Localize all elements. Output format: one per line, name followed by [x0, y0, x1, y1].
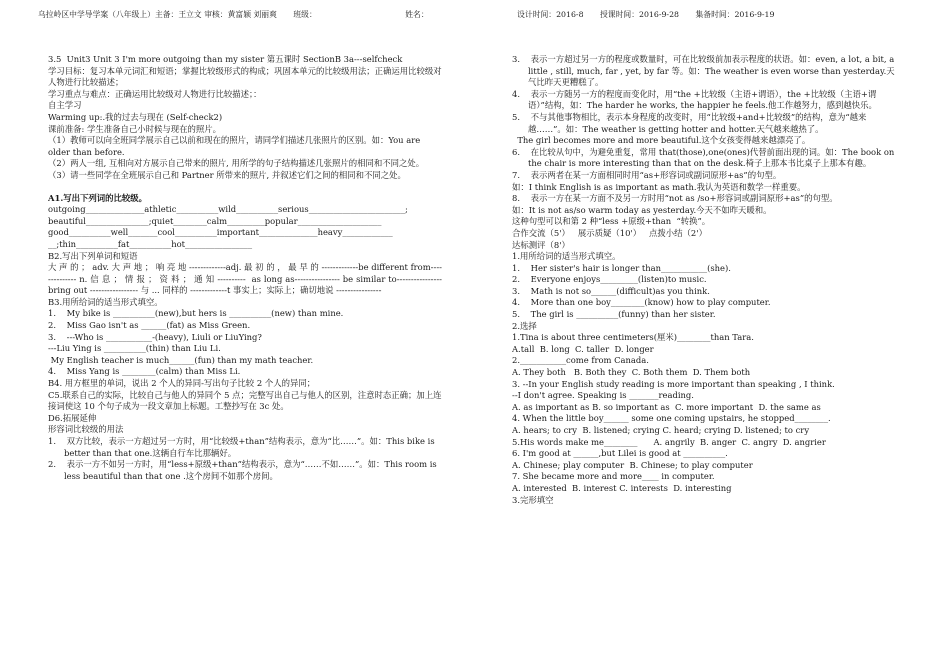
left-line: 课前准备: 学生准备自己小时候与现在的照片。 — [48, 123, 221, 134]
page-header — [38, 10, 918, 21]
left-line: Warming up:.我的过去与现在 (Self-check2) — [48, 111, 223, 122]
left-line: My English teacher is much______(fun) than my math teacher. — [48, 354, 314, 365]
right-line: A.tall B. long C. taller D. longer — [512, 343, 654, 354]
right-line: 如：I think English is as important as math.我认为英语和数学一样重要。 — [512, 181, 806, 192]
right-line: 7. She became more and more____ in computer. — [512, 471, 715, 482]
left-line: 大 声 的 ； adv. 大 声 地 ； 响 亮 地 -------------adj. 最 初 的 ， 最 早 的 -------------be different from-------------- n. 信 息 ； 情 报 ； 资 料 ； 通 知 ---------- as long as---------------- be similar to----------------bring out ----------------- 与 ... 同样的 -------------t 事实上；实际上；确切地说 ---------------- — [48, 262, 442, 296]
left-line: 学习重点与难点：正确运用比较级对人物进行比较描述；： — [48, 88, 262, 99]
right-line: 6. I'm good at ______,but Lilei is good at __________. — [512, 448, 728, 459]
left-line: 1. My bike is __________(new),but hers is __________(new) than mine. — [48, 308, 344, 319]
left-line: D6.拓展延伸 — [48, 412, 97, 423]
left-line: beautiful_______________;quiet________calm_________popular____________________ — [48, 215, 382, 226]
right-line: 1.用所给词的适当形式填空。 — [512, 251, 621, 262]
left-line: 形容词比较级的用法 — [48, 424, 124, 435]
right-line: 7. 表示两者在某一方面相同时用“as+形容词或副词原形+as”的句型。 — [512, 169, 782, 180]
right-line: The girl becomes more and more beautiful.这个女孩变得越来越漂亮了。 — [512, 135, 811, 146]
left-line: B3.用所给词的适当形式填空。 — [48, 296, 163, 307]
left-line: 学习目标：复习本单元词汇和短语；掌握比较级形式的构成；巩固本单元的比较级用法；正确运用比较级对人物进行比较描述； — [48, 65, 442, 88]
right-line: 3.完形填空 — [512, 494, 554, 505]
right-line: A. interested B. interest C. interests D. interesting — [512, 482, 732, 493]
design-time: 设计时间：2016-8 — [517, 10, 584, 19]
right-line: 1.Tina is about three centimeters(厘米)________than Tara. — [512, 332, 754, 343]
left-line — [48, 182, 442, 193]
right-column — [512, 54, 900, 506]
left-line: 3.5 Unit3 Unit 3 I'm more outgoing than my sister 第五课时 SectionB 3a---selfcheck — [48, 54, 403, 64]
left-line: （1）教师可以向全班同学展示自己以前和现在的照片，请同学们描述几张照片的区别。如：You are older than before. — [48, 135, 423, 157]
left-line: __;thin__________fat__________hot________________ — [48, 238, 253, 249]
left-line: C5.联系自己的实际，比较自己与他人的异同个 5 点；完整写出自己与他人的区别，注意时态正确；加上连接词使这 10 个句子成为一段文章加上标题。工整抄写在 3c 处。 — [48, 389, 442, 412]
left-column — [48, 54, 442, 482]
right-line: 如：It is not as/so warm today as yesterday.今天不如昨天暖和。 — [512, 204, 772, 215]
left-line: B2.写出下列单词和短语 — [48, 250, 138, 261]
collect-time: 集备时间：2016-9-19 — [695, 10, 775, 19]
right-line: A. They both B. Both they C. Both them D. Them both — [512, 367, 751, 378]
right-line: A. Chinese; play computer B. Chinese; to play computer — [512, 459, 753, 470]
left-line: A1.写出下列词的比较级。 — [48, 192, 147, 203]
right-line: 6. 在比较从句中，为避免重复，常用 that(those),one(ones)代替前面出现的词。如：The book on the chair is more interesting than that on the desk.椅子上那本书比桌子上那本有趣。 — [512, 146, 897, 169]
right-line: 2. Everyone enjoys_________(listen)to music. — [512, 274, 707, 285]
left-line: 4. Miss Yang is ________(calm) than Miss Li. — [48, 366, 241, 377]
left-line: 3. ---Who is ___________-(heavy), Liuli or LiuYing? — [48, 331, 262, 342]
school-info: 乌拉岭区中学导学案（八年级上）主备：王立文 审核：黄富颖 刘丽爽 — [38, 10, 277, 19]
right-line: 达标测评（8'） — [512, 239, 570, 250]
right-line: 3. 表示一方超过另一方的程度或数量时，可在比较级前加表示程度的状语。如：even, a lot, a bit, a little , still, much, far , yet, by far 等。如：The weather is even worse than yesterday.天气比昨天更糟糕了。 — [512, 54, 897, 88]
left-line: 自主学习 — [48, 100, 82, 111]
left-line: （3）请一些同学在全班展示自己和 Partner 所带来的照片, 并叙述它们之间的相同和不同之处。 — [48, 169, 406, 180]
left-line: 2. 表示一方不如另一方时，用“less+原级+than”结构表示，意为“……不如……”。如：This room is less beautiful than that one .这个房间不如那个房间。 — [48, 459, 440, 481]
right-line: 4. 表示一方随另一方的程度而变化时，用“the +比较级（主语+谓语），the +比较级（主语+谓语）”结构，如：The harder he works, the happier he feels.他工作越努力，感到越快乐。 — [512, 88, 877, 111]
right-line: 5.His words make me________ A. angrily B. anger C. angry D. angrier — [512, 436, 826, 447]
right-line: --I don't agree. Speaking is _______reading. — [512, 390, 694, 401]
left-line: B4. 用方框里的单词，说出 2 个人的异同-写出句子比较 2 个人的异同； — [48, 378, 316, 389]
left-line: （2）两人一组, 互相向对方展示自己带来的照片, 用所学的句子结构描述几张照片的相同和不同之处。 — [48, 158, 425, 169]
right-line: 8. 表示一方在某一方面不及另一方时用“not as /so+形容词或副词原形+as”的句型。 — [512, 193, 838, 204]
left-line: 2. Miss Gao isn't as ______(fat) as Miss Green. — [48, 320, 251, 331]
right-line: 4. When the little boy______ some one coming upstairs, he stopped________. — [512, 413, 831, 424]
teach-time: 授课时间：2016-9-28 — [600, 10, 679, 19]
right-line: 5. 不与其他事物相比，表示本身程度的改变时，用“比较级+and+比较级”的结构，意为“越来越……”。如：The weather is getting hotter and hotter.天气越来越热了。 — [512, 111, 867, 134]
right-line: 这种句型可以和第 2 种“less +原级+than “转换”。 — [512, 216, 711, 227]
right-line: 4. More than one boy________(know) how to play computer. — [512, 297, 771, 308]
right-line: 2.___________come from Canada. — [512, 355, 649, 366]
right-line: 3. --In your English study reading is more important than speaking , I think. — [512, 378, 835, 389]
left-line: 1. 双方比较，表示一方超过另一方时，用“比较级+than”结构表示，意为“比……”。如：This bike is better than that one.这辆自行车比那辆好。 — [48, 436, 438, 458]
class-field: 班级： — [293, 10, 317, 19]
right-line: 5. The girl is __________(funny) than her sister. — [512, 309, 716, 320]
left-line: outgoing______________athletic__________wild__________serious_______________________; — [48, 204, 408, 215]
left-line: good__________well_______cool__________important______________heavy____________ — [48, 227, 393, 238]
right-line: 合作交流（5'） 展示质疑（10'） 点拨小结（2'） — [512, 227, 707, 238]
left-line: ---Liu Ying is __________(thin) than Liu Li. — [48, 343, 221, 354]
right-line: A. hears; to cry B. listened; crying C. heard; crying D. listened; to cry — [512, 425, 810, 435]
right-line: 1. Her sister's hair is longer than___________(she). — [512, 262, 731, 273]
right-line: A. as important as B. so important as C. more important D. the same as — [512, 401, 821, 412]
right-line: 3. Math is not so______(difficult)as you think. — [512, 285, 710, 296]
name-field: 姓名： — [405, 10, 429, 19]
right-line: 2.选择 — [512, 320, 537, 331]
